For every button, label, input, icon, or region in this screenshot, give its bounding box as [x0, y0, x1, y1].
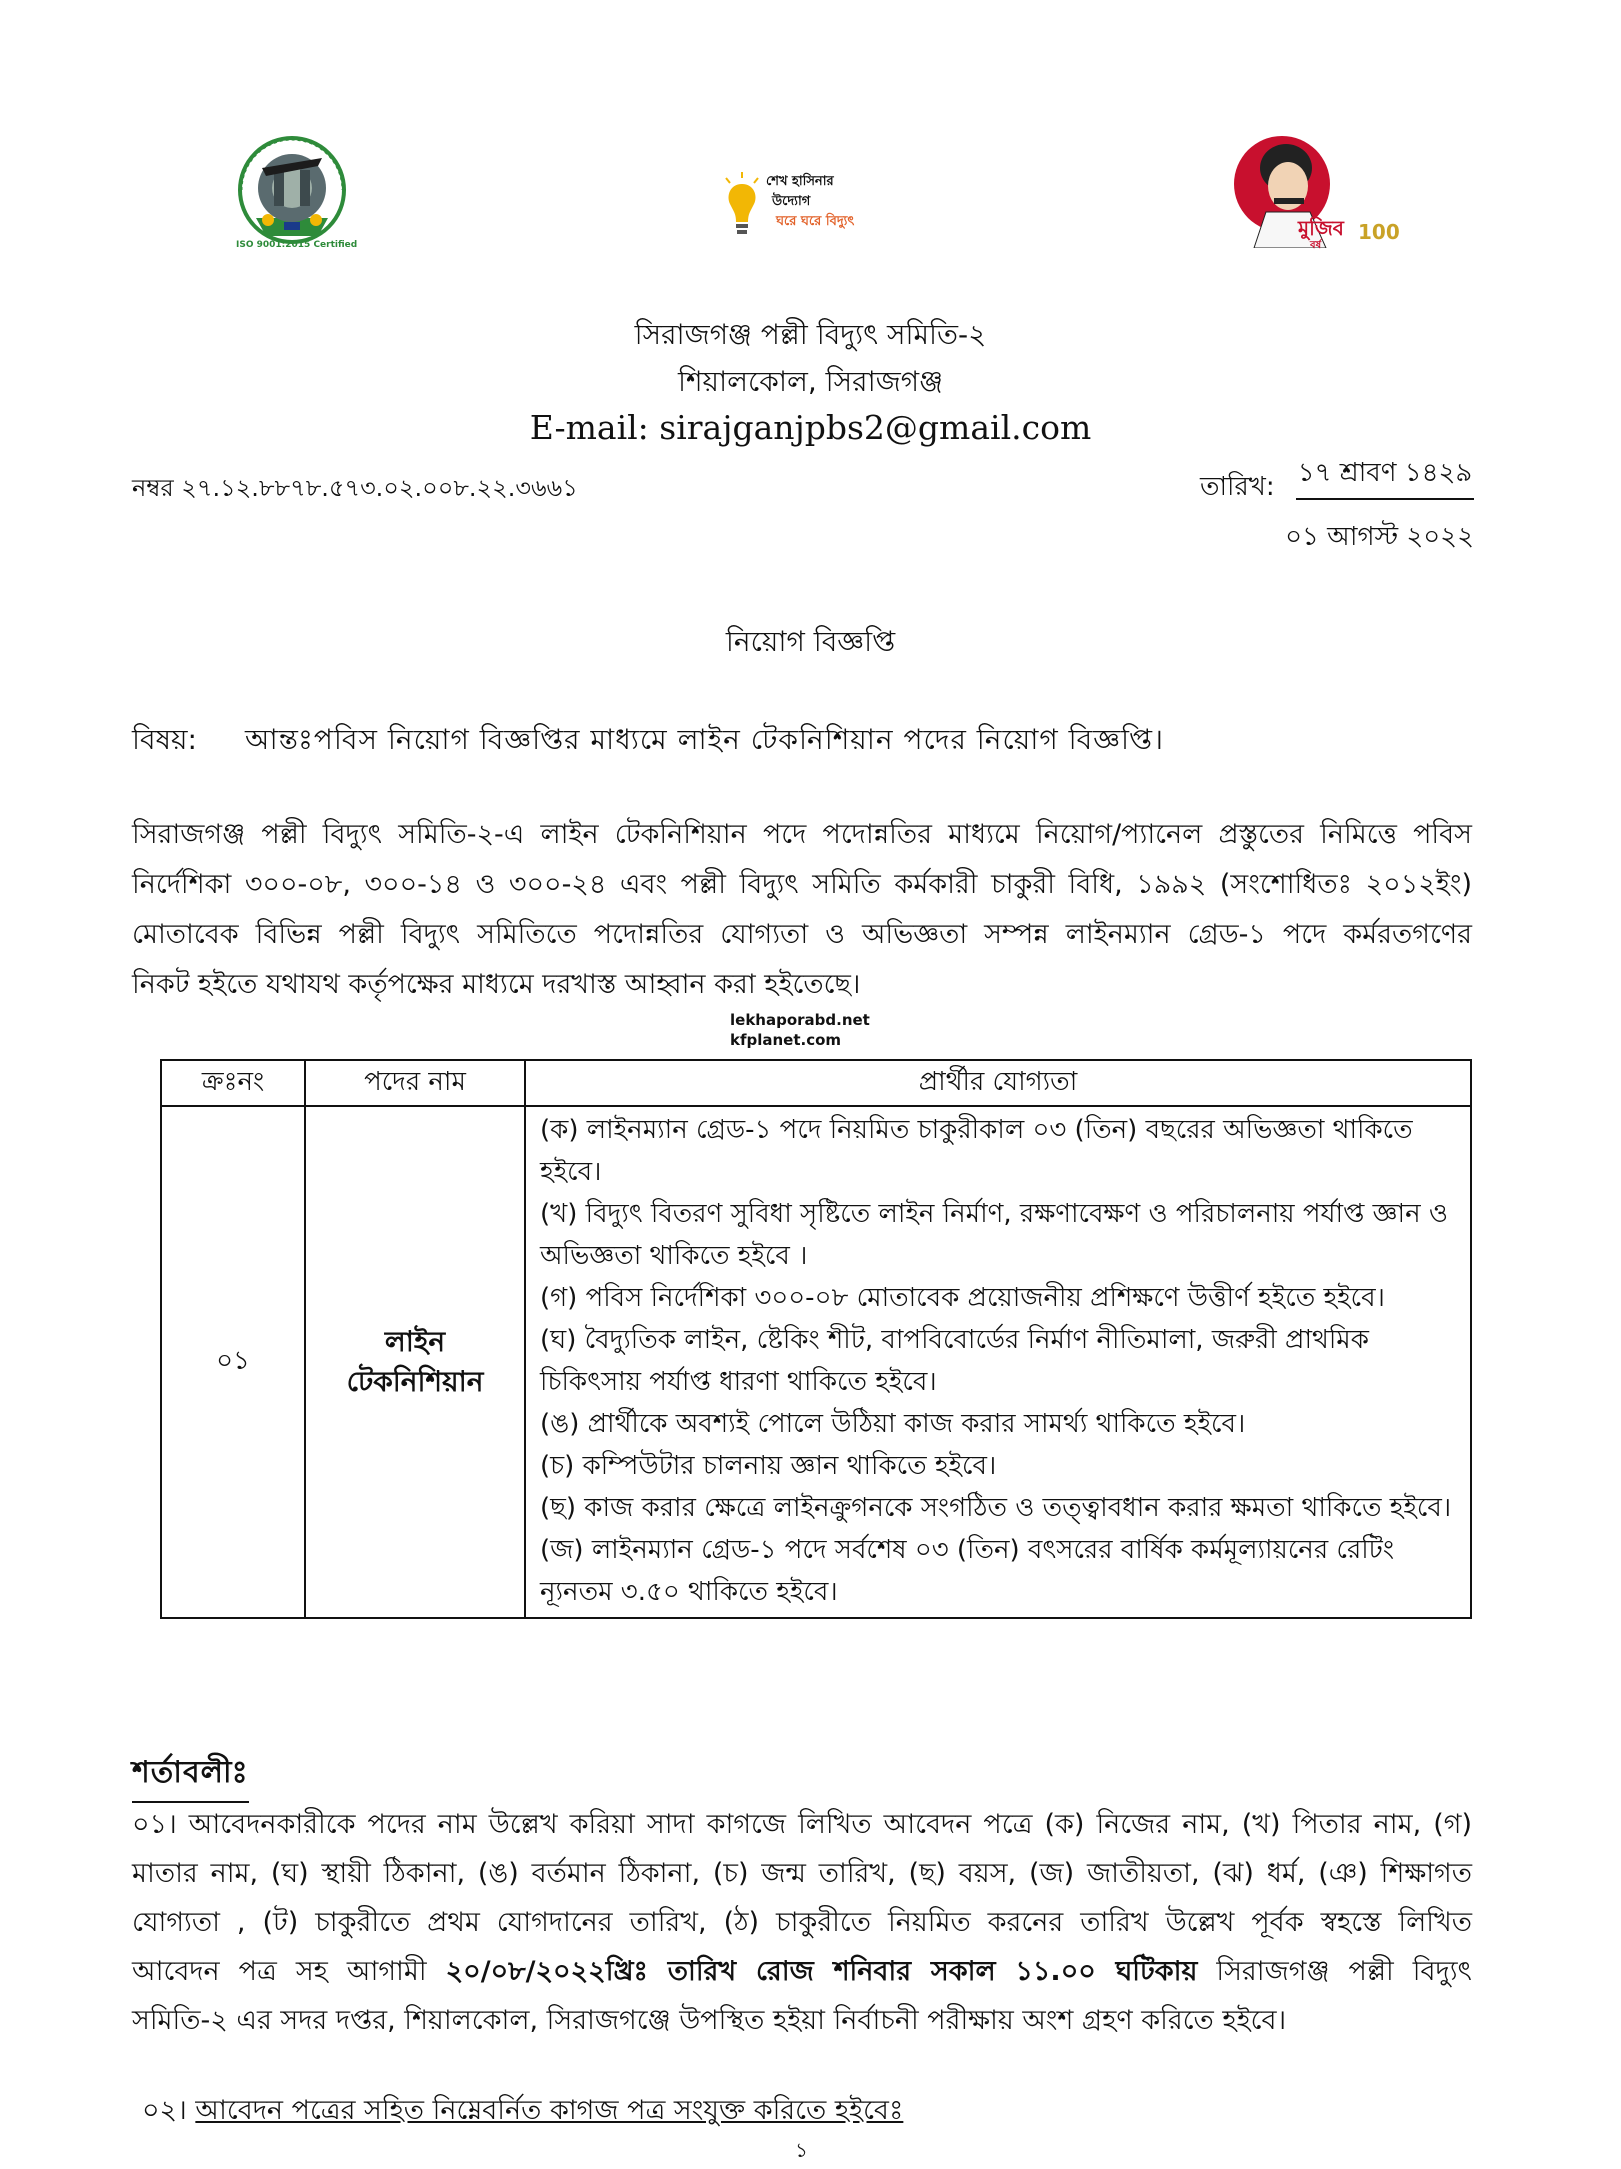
intro-line: মোতাবেক বিভিন্ন পল্লী বিদ্যুৎ সমিতিতে পদোন্নতির যোগ্যতা ও অভিজ্ঞতা সম্পন্ন লাইনম্যান গ্রেড-১ পদে কর্মরতগণের	[132, 919, 1472, 950]
mujib-logo-number: 100	[1358, 220, 1400, 244]
organization-email[interactable]: E-mail: sirajganjpbs2@gmail.com	[529, 408, 1092, 447]
qualification-item: (জ) লাইনম্যান গ্রেড-১ পদে সর্বশেষ ০৩ (তিন) বৎসরের বার্ষিক কর্মমূল্যায়নের রেটিং ন্যূনতম ৩.৫০ থাকিতে হইবে।	[540, 1535, 1395, 1607]
term-line: মাতার নাম, (ঘ) স্থায়ী ঠিকানা, (ঙ) বর্তমান ঠিকানা, (চ) জন্ম তারিখ, (ছ) বয়স, (জ) জাতীয়তা, (ঝ) ধর্ম, (ঞ) শিক্ষাগত	[132, 1858, 1472, 1889]
requirements-table	[160, 1059, 1472, 1619]
post-name-line: টেকনিশিয়ান	[346, 1365, 484, 1398]
qualification-item: (ঘ) বৈদ্যুতিক লাইন, ষ্টেকিং শীট, বাপবিবোর্ডের নির্মাণ নীতিমালা, জরুরী প্রাথমিক চিকিৎসায় পর্যাপ্ত ধারণা থাকিতে হইবে।	[540, 1325, 1369, 1397]
mujib-logo-text2: বর্ষ	[1310, 240, 1322, 251]
qualification-item: (ক) লাইনম্যান গ্রেড-১ পদে নিয়মিত চাকুরীকাল ০৩ (তিন) বছরের অভিজ্ঞতা থাকিতে হইবে।	[540, 1115, 1413, 1187]
cell-qualification	[525, 1106, 1471, 1618]
organization-address: শিয়ালকোল, সিরাজগঞ্জ	[677, 365, 944, 398]
date-label: তারিখ:	[1200, 472, 1275, 502]
table-header-row	[161, 1060, 1471, 1106]
qualification-item: (চ) কম্পিউটার চালনায় জ্ঞান থাকিতে হইবে।	[540, 1451, 997, 1481]
iso-certified-label: ISO 9001:2015 Certified	[236, 240, 358, 250]
header-serial: ক্রঃনং	[161, 1060, 305, 1106]
term-line-with-date	[132, 1947, 1472, 1996]
cell-serial: ০১	[161, 1106, 305, 1618]
terms-heading: শর্তাবলীঃ	[132, 1748, 249, 1803]
bulb-logo-line3: ঘরে ঘরে বিদ্যুৎ	[776, 214, 855, 229]
qualification-item: (খ) বিদ্যুৎ বিতরণ সুবিধা সৃষ্টিতে লাইন নির্মাণ, রক্ষণাবেক্ষণ ও পরিচালনায় পর্যাপ্ত জ্ঞান ও অভিজ্ঞতা থাকিতে হইবে ।	[540, 1199, 1448, 1271]
intro-paragraph	[132, 810, 1472, 1010]
term-line: ০১। আবেদনকারীকে পদের নাম উল্লেখ করিয়া সাদা কাগজে লিখিত আবেদন পত্রে (ক) নিজের নাম, (খ) পিতার নাম, (গ)	[132, 1809, 1472, 1840]
pbs-logo	[222, 128, 374, 256]
intro-line: নিকট হইতে যথাযথ কর্তৃপক্ষের মাধ্যমে দরখাস্ত আহ্বান করা হইতেছে।	[132, 969, 861, 1000]
intro-line: নির্দেশিকা ৩০০-০৮, ৩০০-১৪ ও ৩০০-২৪ এবং পল্লী বিদ্যুৎ সমিতি কর্মকারী চাকুরী বিধি, ১৯৯২ (সংশোধিতঃ ২০১২ইং)	[132, 869, 1472, 900]
mujib-logo-text: মুজিব	[1298, 216, 1344, 240]
term-text: সিরাজগঞ্জ পল্লী বিদ্যুৎ	[1197, 1956, 1472, 1987]
intro-line: সিরাজগঞ্জ পল্লী বিদ্যুৎ সমিতি-২-এ লাইন টেকনিশিয়ান পদে পদোন্নতির মাধ্যমে নিয়োগ/প্যানেল প্রস্তুতের নিমিত্তে পবিস	[132, 819, 1472, 850]
term-2-number: ০২।	[142, 2095, 196, 2126]
post-name-line: লাইন	[384, 1325, 446, 1358]
cell-post-name	[305, 1106, 525, 1618]
notice-title: নিয়োগ বিজ্ঞপ্তি	[725, 625, 896, 658]
header-qualification: প্রার্থীর যোগ্যতা	[525, 1060, 1471, 1106]
exam-date-time: ২০/০৮/২০২২খ্রিঃ তারিখ রোজ শনিবার সকাল ১১.০০ ঘটিকায়	[445, 1956, 1198, 1987]
qualification-item: (ছ) কাজ করার ক্ষেত্রে লাইনক্রুগনকে সংগঠিত ও তত্ত্বাবধান করার ক্ষমতা থাকিতে হইবে।	[540, 1493, 1452, 1523]
term-line: যোগ্যতা , (ট) চাকুরীতে প্রথম যোগদানের তারিখ, (ঠ) চাকুরীতে নিয়মিত করনের তারিখ উল্লেখ পূর্বক স্বহস্তে লিখিত	[132, 1907, 1472, 1938]
table-row	[161, 1106, 1471, 1618]
qualification-item: (ঙ) প্রার্থীকে অবশ্যই পোলে উঠিয়া কাজ করার সামর্থ্য থাকিতে হইবে।	[540, 1409, 1246, 1439]
date-english: ০১ আগস্ট ২০২২	[1285, 522, 1474, 552]
watermark-line: kfplanet.com	[730, 1031, 842, 1049]
bulb-logo-line1: শেখ হাসিনার	[766, 174, 834, 189]
term-text: আবেদন পত্র সহ আগামী	[132, 1956, 446, 1987]
watermark-line: lekhaporabd.net	[730, 1011, 870, 1029]
qualification-item: (গ) পবিস নির্দেশিকা ৩০০-০৮ মোতাবেক প্রয়োজনীয় প্রশিক্ষণে উত্তীর্ণ হইতে হইবে।	[540, 1283, 1385, 1313]
terms-paragraph	[132, 1800, 1472, 2045]
term-line: সমিতি-২ এর সদর দপ্তর, শিয়ালকোল, সিরাজগঞ্জে উপস্থিত হইয়া নির্বাচনী পরীক্ষায় অংশ গ্রহণ করিতে হইবে।	[132, 2005, 1287, 2036]
bulb-logo-line2: উদ্যোগ	[772, 194, 811, 209]
mujib-logo	[1230, 128, 1400, 251]
term-2	[142, 2090, 903, 2135]
watermark	[730, 1010, 870, 1050]
bulb-logo	[722, 168, 892, 248]
subject-text: আন্তঃপবিস নিয়োগ বিজ্ঞপ্তির মাধ্যমে লাইন টেকনিশিয়ান পদের নিয়োগ বিজ্ঞপ্তি।	[245, 723, 1165, 756]
term-2-text: আবেদন পত্রের সহিত নিম্নেবর্নিত কাগজ পত্র সংযুক্ত করিতে হইবেঃ	[195, 2095, 904, 2126]
memo-number: নম্বর ২৭.১২.৮৮৭৮.৫৭৩.০২.০০৮.২২.৩৬৬১	[132, 474, 578, 502]
organization-name: সিরাজগঞ্জ পল্লী বিদ্যুৎ সমিতি-২	[634, 318, 987, 351]
date-bangla: ১৭ শ্রাবণ ১৪২৯	[1296, 452, 1474, 500]
header-post-name: পদের নাম	[305, 1060, 525, 1106]
subject-label: বিষয়:	[132, 723, 197, 756]
page-number: ১	[795, 2138, 808, 2162]
